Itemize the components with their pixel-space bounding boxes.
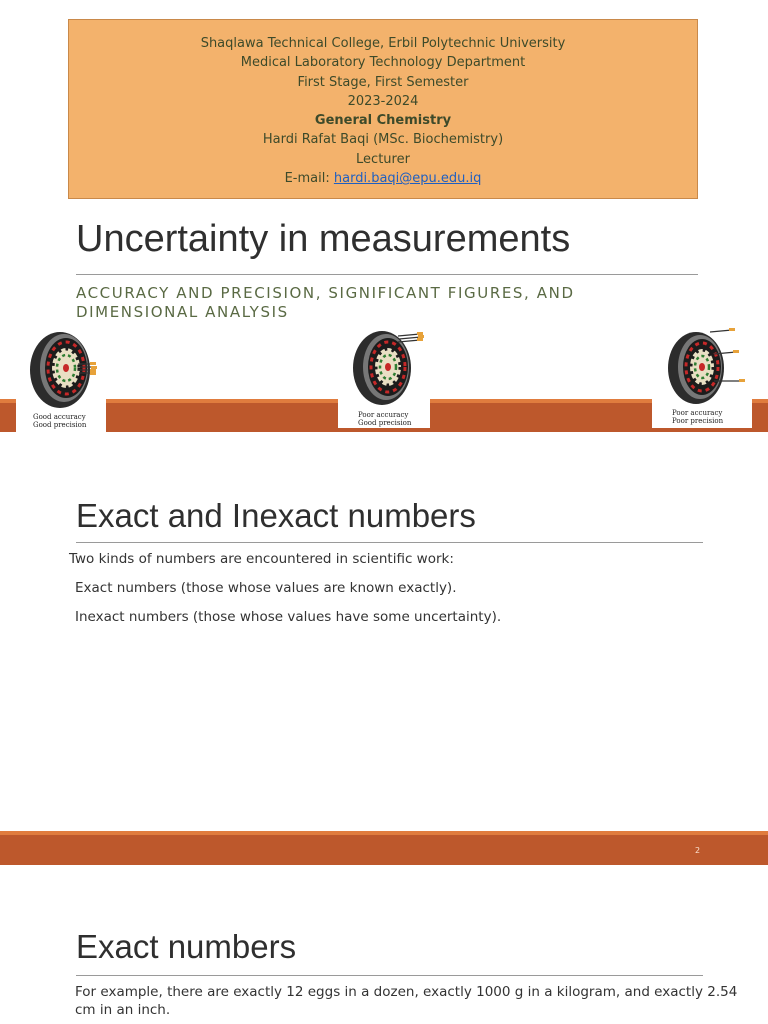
bullet-inexact: Inexact numbers (those whose values have some uncertainty). [75, 609, 502, 625]
target-caption-precision: Good precision [358, 418, 412, 427]
email-link[interactable]: hardi.baqi@epu.edu.iq [333, 171, 482, 187]
target-card-poor-poor [652, 326, 752, 428]
target-caption [672, 410, 723, 425]
intro-text: Two kinds of numbers are encountered in scientific work: [69, 551, 454, 567]
slide-title-heading: Uncertainty in measurements [76, 218, 571, 260]
target-caption [33, 414, 86, 429]
institution-text: Shaqlawa Technical College, Erbil Polytechnic University [200, 36, 566, 51]
slide-title [0, 0, 768, 432]
body-text-line1: For example, there are exactly 12 eggs in a dozen, exactly 1000 g in a kilogram, and exactly 2.54 [75, 984, 738, 1000]
dartboard-icon [652, 326, 752, 410]
year-text: 2023-2024 [347, 93, 419, 109]
page-number: 2 [695, 846, 701, 855]
target-card-good-good [16, 326, 106, 432]
title-divider [76, 274, 698, 275]
course-info-box [68, 19, 698, 199]
target-caption-precision: Good precision [33, 420, 87, 429]
email-line [69, 169, 697, 188]
target-caption-accuracy: Poor accuracy [358, 411, 409, 419]
target-caption-precision: Poor precision [672, 416, 724, 425]
title-divider [76, 542, 703, 543]
department-text: Medical Laboratory Technology Department [240, 55, 526, 71]
slide-exact-numbers [0, 880, 768, 1024]
bullet-exact: Exact numbers (those whose values are known exactly). [75, 580, 457, 596]
lecturer-role: Lecturer [356, 151, 410, 167]
target-caption-accuracy: Poor accuracy [672, 409, 723, 417]
dartboard-icon [16, 326, 106, 410]
accent-band [0, 835, 768, 865]
title-divider [76, 975, 703, 976]
dartboard-icon [338, 326, 430, 410]
lecturer-name: Hardi Rafat Baqi (MSc. Biochemistry) [262, 132, 504, 148]
slide-heading: Exact and Inexact numbers [76, 497, 476, 534]
target-caption-accuracy: Good accuracy [33, 413, 86, 421]
slide-subtitle: ACCURACY AND PRECISION, SIGNIFICANT FIGURES, AND DIMENSIONAL ANALYSIS [76, 284, 575, 321]
slide-exact-inexact [0, 447, 768, 865]
stage-text: First Stage, First Semester [297, 74, 469, 90]
body-text-line2: cm in an inch. [75, 1002, 171, 1018]
target-caption [358, 412, 411, 427]
slide-heading: Exact numbers [76, 928, 297, 965]
email-label: E-mail: [284, 171, 334, 187]
course-title: General Chemistry [314, 113, 452, 129]
target-card-poor-good [338, 326, 430, 428]
